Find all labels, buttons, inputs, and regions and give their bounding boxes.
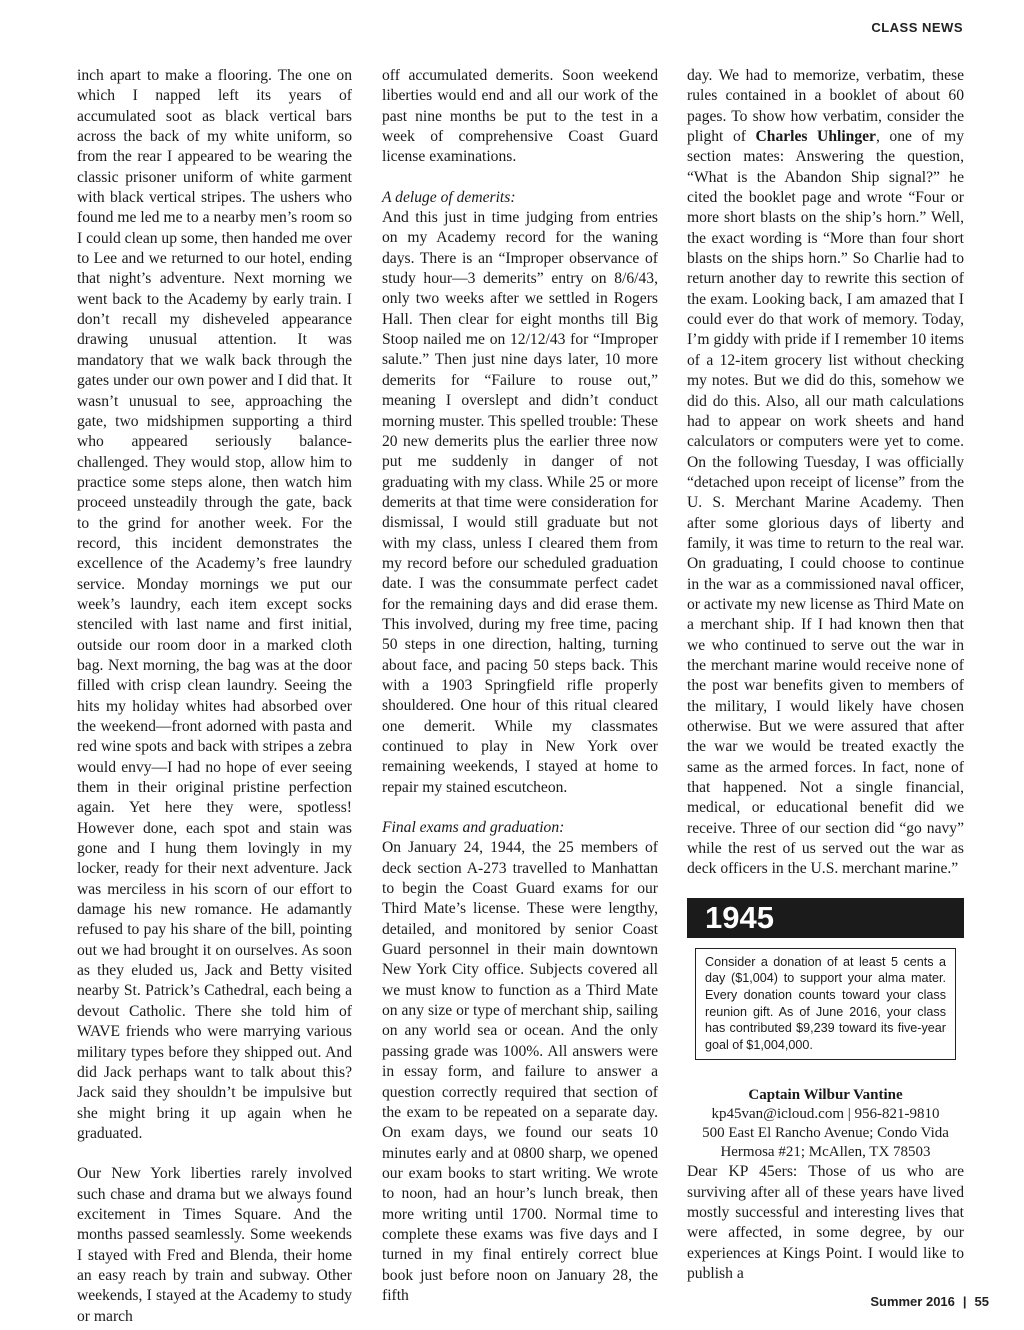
body-paragraph: Our New York liberties rarely involved such chase and drama but we always found excitement in Times Square. And the months passed seamlessly. Some weekends I stayed with Fred and Blenda, their home an easy reach by train and subway. Other weekends, I stayed at the Academy to study or march (77, 1165, 352, 1325)
body-paragraph: inch apart to make a flooring. The one on which I napped left its years of accumulated soot as black vertical bars across the back of my white uniform, so from the rear I appeared to be wearing the classic prisoner uniform of white garment with black vertical stripes. The ushers who found me led me to a nearby men’s room so I could clean up some, then handed me over to Lee and we returned to our hotel, ending that night’s adventure. Next morning we went back to the Academy by early train. I don’t recall my disheveled appearance drawing unusual attention. It was mandatory that we walk back through the gates under our own power and I did that. It wasn’t unusual to see, approaching the gate, two midshipmen supporting a third who appeared seriously balance-challenged. They would stop, allow him to practice some steps alone, then watch him proceed unsteadily through the gate, back to the grind for another week. For the record, this incident demonstrates the excellence of the Academy’s free laundry service. Monday mornings we put our week’s laundry, each item except socks stenciled with last name and first initial, outside our room door in a marked cloth bag. Next morning, the bag was at the door filled with crisp clean laundry. Seeing the hits my holiday whites had absorbed over the weekend—front adorned with pasta and red wine spots and back with stripes a zebra would envy—I had no hope of ever seeing them in their original pristine perfection again. Yet here they were, spotless! However done, each spot and stain was gone and I hung them lovingly in my locker, ready for their next adventure. Jack was merciless in his scorn of our effort to damage his new romance. He adamantly refused to pay his share of the bill, pointing out we had brought it on ourselves. As soon as they eluded us, Jack and Betty visited nearby St. Patrick’s Cathedral, each being a devout Catholic. There she told him of WAVE friends who were marrying various military types before they shipped out. And did Jack perhaps want to talk about this? Jack said they shouldn’t be impulsive but she might bring it up again when he graduated. (77, 67, 352, 1142)
column-3 (687, 66, 964, 1284)
body-paragraph: off accumulated demerits. Soon weekend liberties would end and all our work of the past nine months be put to the test in a week of comprehensive Coast Guard license examinations. (382, 67, 658, 166)
body-text: day. We had to memorize, verbatim, these rules contained in a booklet of about 60 pages. To show how verbatim, consider the plight of (687, 67, 964, 146)
body-paragraph: On January 24, 1944, the 25 members of deck section A-273 travelled to Manhattan to begin the Coast Guard exams for our Third Mate’s license. These were lengthy, detailed, and monitored by senior Coast Guard personnel in their main downtown New York City office. Subjects covered all we must know to function as a Third Mate on any size or type of merchant ship, sailing on any world sea or ocean. And the only passing grade was 100%. All answers were in essay form, and failure to answer a question correctly required that section of the exam to be repeated on a separate day. On exam days, we found our seats 10 minutes early and at 0800 sharp, we opened our exam books to start writing. We wrote to noon, had an hour’s lunch break, then more writing until 1700. Normal time to complete these exams was five days and I turned in my final entirely correct blue book just before noon on January 28, the fifth (382, 839, 658, 1304)
classmate-name: Charles Uhlinger (755, 128, 876, 146)
column-1 (77, 66, 352, 1327)
page-footer (870, 1294, 989, 1309)
section-title: CLASS NEWS (871, 20, 963, 35)
page-number: 55 (974, 1294, 989, 1309)
body-paragraph: Dear KP 45ers: Those of us who are surviving after all of these years have lived mostly successful and interesting lives that were affected, in some degree, by our experiences at Kings Point. I would like to publish a (687, 1163, 964, 1283)
subheading-final-exams: Final exams and graduation: (382, 819, 565, 837)
body-paragraph (687, 66, 964, 880)
contact-address-line-2: Hermosa #21; McAllen, TX 78503 (720, 1144, 931, 1161)
donation-callout: Consider a donation of at least 5 cents a day ($1,004) to support your alma mater. Every donation counts toward your class reunion gift. As of June 2016, your class has contributed $9,239 toward its five-year goal of $1,004,000. (695, 948, 956, 1061)
contact-name: Captain Wilbur Vantine (748, 1087, 903, 1104)
column-2 (382, 66, 658, 1306)
contact-email-phone: kp45van@icloud.com | 956-821-9810 (711, 1106, 940, 1123)
class-contact-block (687, 1086, 964, 1162)
issue-label: Summer 2016 (870, 1294, 955, 1309)
footer-separator: | (962, 1294, 967, 1309)
body-text: , one of my section mates: Answering the question, “What is the Abandon Ship signal?” he cited the booklet page and wrote “Four or more short blasts on the ship’s horn.” Well, the exact wording is “More than four short blasts on the ships horn.” So Charlie had to return another day to rewrite this section of the exam. Looking back, I am amazed that I could ever do that work of memory. Today, I’m giddy with pride if I remember 10 items of a 12-item grocery list without checking my notes. But we did do this, somehow we did do this. Also, all our math calculations had to appear on work sheets and hand calculators or computers were yet to come. On the following Tuesday, I was officially “detached upon receipt of license” from the U. S. Merchant Marine Academy. Then after some glorious days of liberty and family, it was time to return to the real war. On graduating, I could choose to continue in the war as a commissioned naval officer, or activate my new license as Third Mate on a merchant ship. If I had known then that we who continued to serve out the war in the merchant marine would receive none of the post war benefits given to members of the military, I would likely have chosen otherwise. But we were assured that after the war we would be treated exactly the same as the armed forces. In fact, none of that happened. Not a single financial, medical, or educational benefit did we receive. Three of our section did “go navy” while the rest of us served out the war as deck officers in the U.S. merchant marine.” (687, 128, 964, 878)
class-year-banner: 1945 (687, 898, 964, 938)
contact-address-line-1: 500 East El Rancho Avenue; Condo Vida (702, 1125, 949, 1142)
body-paragraph: And this just in time judging from entries on my Academy record for the waning days. There is an “Improper observance of study hour—3 demerits” entry on 8/6/43, only two weeks after we settled in Rogers Hall. Then clear for eight months till Big Stoop nailed me on 12/12/43 for “Improper salute.” Then just nine days later, 10 more demerits for “Failure to rouse out,” meaning I overslept and didn’t conduct morning muster. This spelled trouble: These 20 new demerits plus the earlier three now put me suddenly in danger of not graduating with my class. While 25 or more demerits at that time were consideration for dismissal, I would still graduate but not with my class, unless I cleared them from my record before our scheduled graduation date. I was the consummate perfect cadet for the remaining days and did erase them. This involved, during my free time, pacing 50 steps in one direction, halting, turning about face, and pacing 50 steps back. This with a 1903 Springfield rifle properly shouldered. One hour of this ritual cleared one demerit. While my classmates continued to play in New York over remaining weekends, I stayed at home to repair my stained escutcheon. (382, 209, 658, 796)
subheading-demerits: A deluge of demerits: (382, 188, 516, 206)
